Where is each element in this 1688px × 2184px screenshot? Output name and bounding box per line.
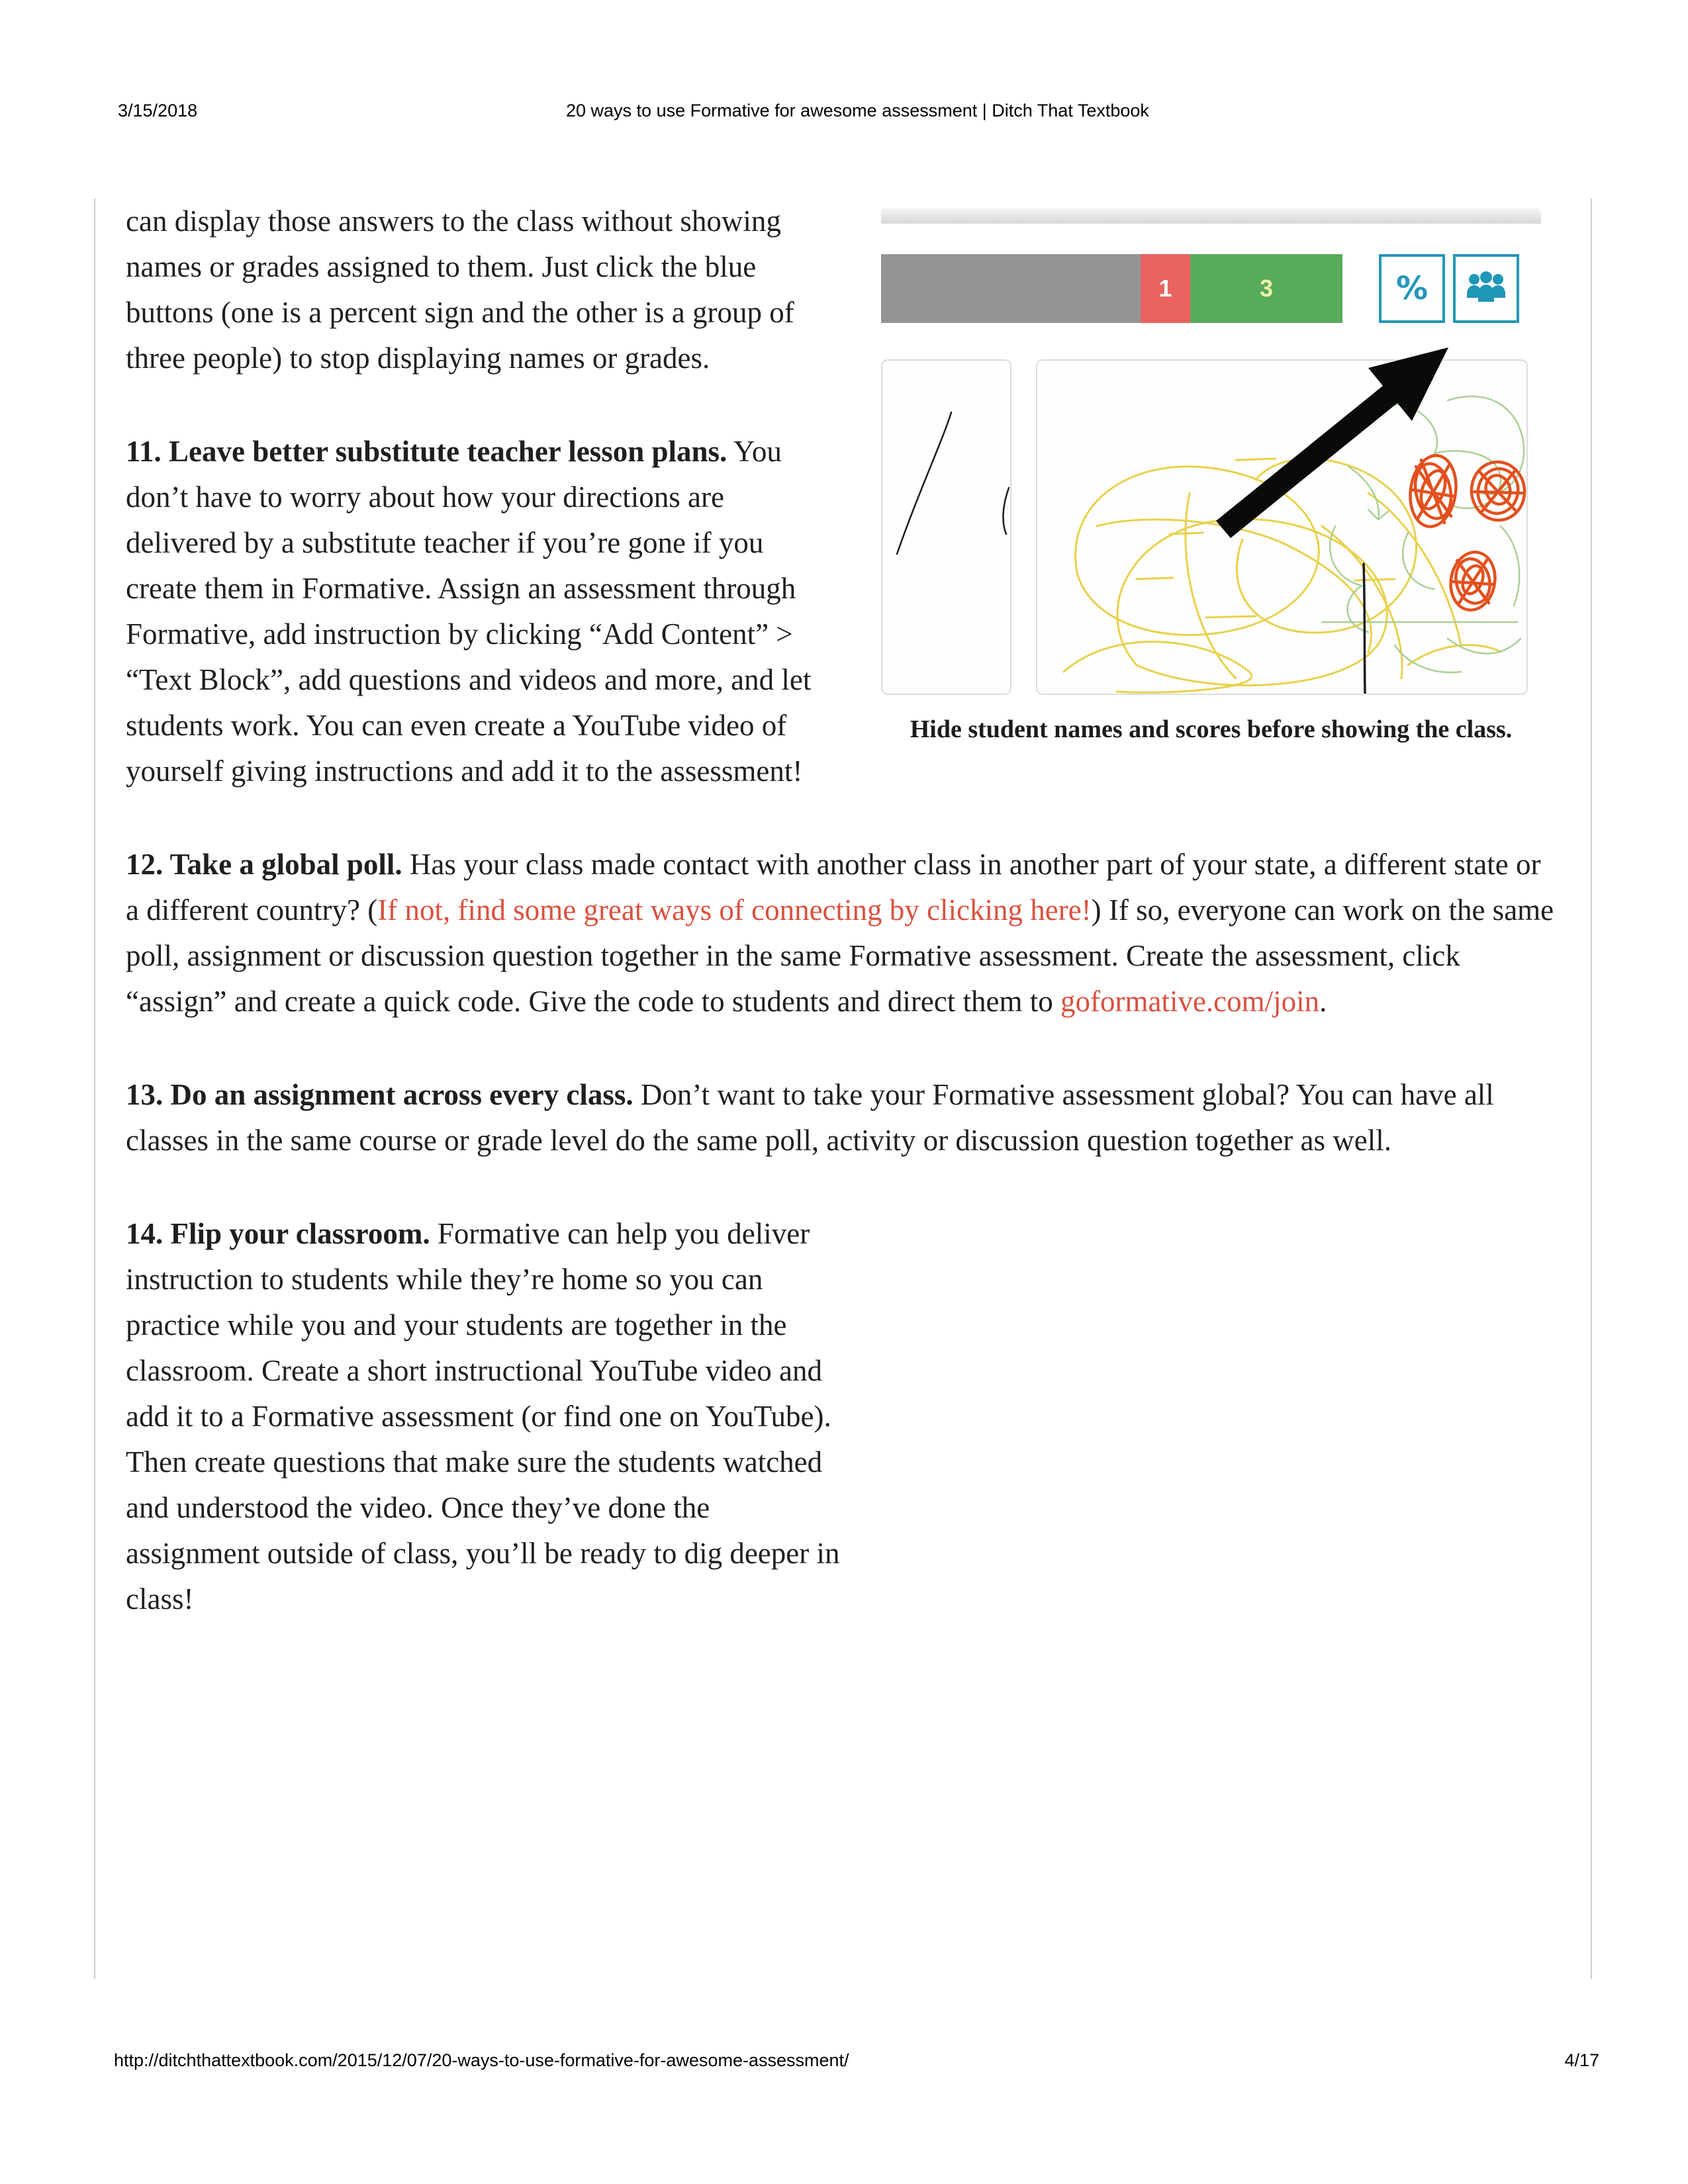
body-text: . — [1319, 985, 1327, 1018]
print-footer-page-number: 4/17 — [1564, 2050, 1599, 2070]
browser-chrome-strip — [881, 208, 1541, 224]
student-response-panel-left — [881, 359, 1011, 695]
green-count-badge: 3 — [1190, 254, 1342, 323]
print-footer-url: http://ditchthattextbook.com/2015/12/07/20-ways-to-use-formative-for-awesome-assessment/ — [114, 2050, 849, 2070]
body-text: You don’t have to worry about how your directions are delivered by a substitute teacher if you’re gone if you create them in Formative. Assign an assessment through Formative, add instruction by clicking “Add Content” > “Text Block”, add questions and videos and more, and let students work. You can even create a YouTube video of yourself giving instructions and add it to the assessment! — [126, 435, 812, 788]
student-drawing-scribbles — [1037, 361, 1526, 694]
tip-heading: 14. Flip your classroom. — [126, 1217, 430, 1250]
student-response-panel-right — [1036, 359, 1528, 695]
group-icon — [1466, 271, 1507, 306]
print-header-title: 20 ways to use Formative for awesome assessment | Ditch That Textbook — [566, 101, 1149, 120]
body-text: can display those answers to the class without showing names or grades assigned to them. Just click the blue buttons (one is a percent sign and the other is a group of three people) to stop displaying names or grades. — [126, 205, 794, 375]
tip-heading: 12. Take a global poll. — [126, 848, 402, 881]
inline-link[interactable]: If not, find some great ways of connecting by clicking here! — [377, 893, 1092, 927]
article-content-frame — [94, 199, 1592, 1979]
inline-link[interactable]: goformative.com/join — [1060, 985, 1320, 1018]
paragraph-tip-13 — [126, 1072, 1561, 1163]
toolbar-gray-segment — [881, 254, 1141, 323]
paragraph-tip-12 — [126, 842, 1561, 1024]
figure-formative-screenshot — [881, 208, 1541, 747]
layout-spacer — [849, 1211, 1561, 1701]
results-toolbar — [881, 254, 1541, 323]
body-text: Formative can help you deliver instruction to students while they’re home so you can practice while you and your students are together in the classroom. Create a short instructional YouTube video and add it to a Formative assessment (or find one on YouTube). Then create questions that make sure the students watched and understood the video. Once they’ve done the assignment outside of class, you’ll be ready to dig deeper in class! — [126, 1217, 840, 1615]
figure-caption: Hide student names and scores before showing the class. — [910, 715, 1513, 743]
tip-heading: 11. Leave better substitute teacher lesson plans. — [126, 435, 727, 468]
body-text: Has your class made contact with another class in another part of your state, a different state or a different country? ( — [126, 848, 1541, 927]
red-count-badge: 1 — [1141, 254, 1190, 323]
print-header-date: 3/15/2018 — [118, 101, 198, 120]
tip-heading: 13. Do an assignment across every class. — [126, 1078, 633, 1111]
hide-scores-percent-button[interactable]: % — [1379, 254, 1445, 323]
hide-names-button[interactable] — [1453, 254, 1519, 323]
body-text: ) If so, everyone can work on the same poll, assignment or discussion question together in the same Formative assessment. Create the assessment, click “assign” and create a quick code. Give the code to students and direct them to — [126, 893, 1554, 1018]
formative-screenshot-image — [881, 208, 1541, 695]
pen-strokes-left — [882, 361, 1010, 694]
body-text: Don’t want to take your Formative assessment global? You can have all classes in the same course or grade level do the same poll, activity or discussion question together as well. — [126, 1078, 1494, 1157]
